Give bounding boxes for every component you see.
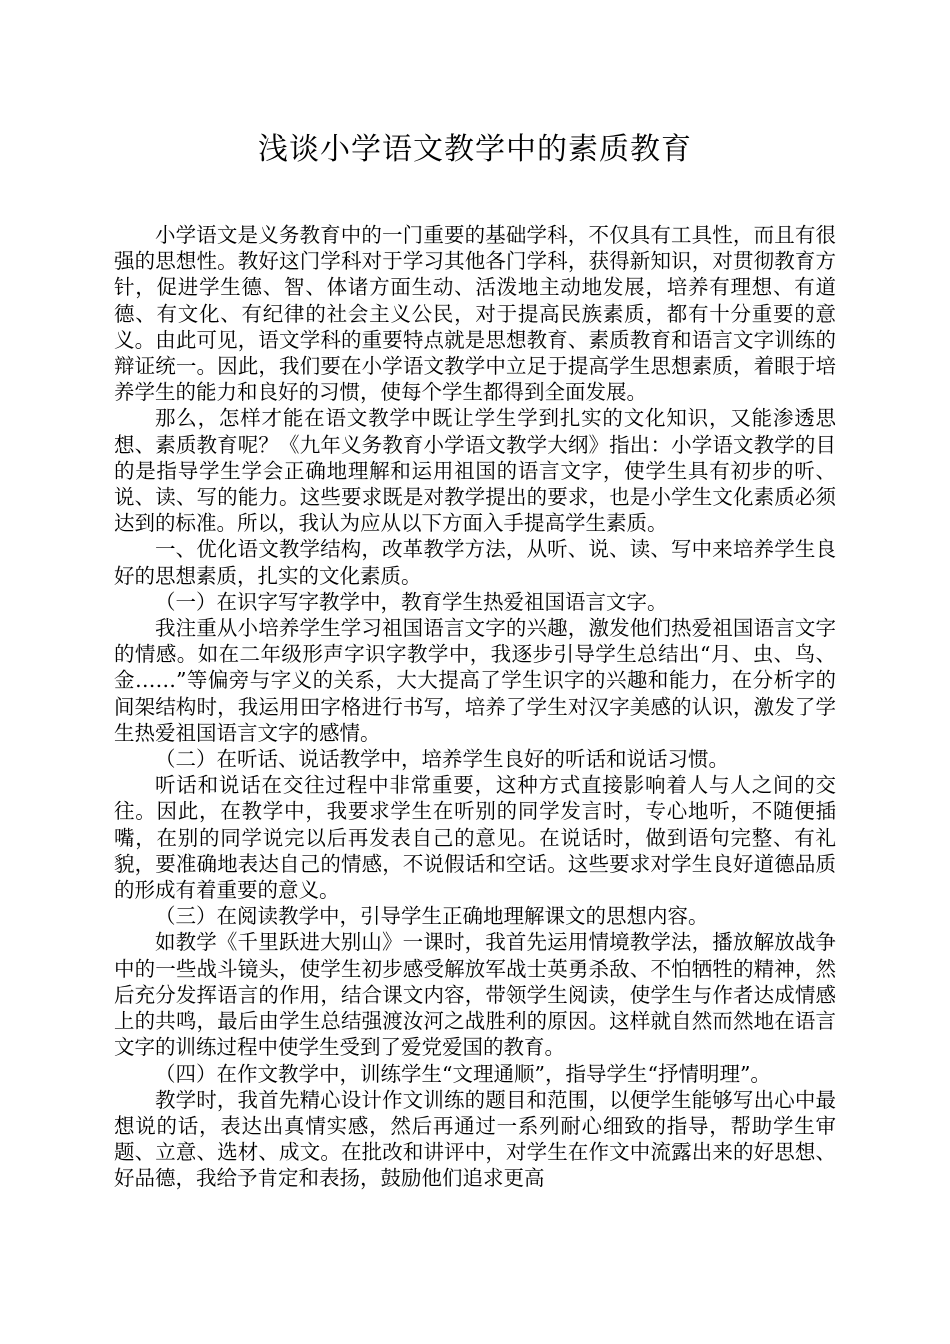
section-heading: 一、优化语文教学结构，改革教学方法，从听、说、读、写中来培养学生良好的思想素质，扎实的文化素质。 (114, 537, 836, 588)
paragraph: 那么，怎样才能在语文教学中既让学生学到扎实的文化知识，又能渗透思想、素质教育呢？《九年义务教育小学语文教学大纲》指出：小学语文教学的目的是指导学生学会正确地理解和运用祖国的语言文字，使学生具有初步的听、说、读、写的能力。这些要求既是对教学提出的要求，也是小学生文化素质必须达到的标准。所以，我认为应从以下方面入手提高学生素质。 (114, 406, 836, 536)
paragraph: 听话和说话在交往过程中非常重要，这种方式直接影响着人与人之间的交往。因此，在教学中，我要求学生在听别的同学发言时，专心地听，不随便插嘴，在别的同学说完以后再发表自己的意见。在说话时，做到语句完整、有礼貌，要准确地表达自己的情感，不说假话和空话。这些要求对学生良好道德品质的形成有着重要的意义。 (114, 773, 836, 903)
subsection-heading: （三）在阅读教学中，引导学生正确地理解课文的思想内容。 (155, 904, 709, 929)
subsection-heading: （二）在听话、说话教学中，培养学生良好的听话和说话习惯。 (155, 747, 729, 772)
document-title: 浅谈小学语文教学中的素质教育 (258, 132, 692, 167)
paragraph: 我注重从小培养学生学习祖国语言文字的兴趣，激发他们热爱祖国语言文字的情感。如在二年级形声字识字教学中，我逐步引导学生总结出“月、虫、鸟、金……”等偏旁与字义的关系，大大提高了学生识字的兴趣和能力，在分析字的间架结构时，我运用田字格进行书写，培养了学生对汉字美感的认识，激发了学生热爱祖国语言文字的感情。 (114, 616, 836, 745)
document-body (114, 222, 836, 1192)
subsection-heading: （一）在识字写字教学中，教育学生热爱祖国语言文字。 (155, 589, 668, 614)
paragraph: 小学语文是义务教育中的一门重要的基础学科，不仅具有工具性，而且有很强的思想性。教好这门学科对于学习其他各门学科，获得新知识，对贯彻教育方针，促进学生德、智、体诸方面生动、活泼地主动地发展，培养有理想、有道德、有文化、有纪律的社会主义公民，对于提高民族素质，都有十分重要的意义。由此可见，语文学科的重要特点就是思想教育、素质教育和语言文字训练的辩证统一。因此，我们要在小学语文教学中立足于提高学生思想素质，着眼于培养学生的能力和良好的习惯，使每个学生都得到全面发展。 (114, 223, 836, 405)
subsection-heading: （四）在作文教学中，训练学生“文理通顺”，指导学生“抒情明理”。 (155, 1061, 771, 1086)
paragraph: 如教学《千里跃进大别山》一课时，我首先运用情境教学法，播放解放战争中的一些战斗镜头，使学生初步感受解放军战士英勇杀敌、不怕牺牲的精神，然后充分发挥语言的作用，结合课文内容，带领学生阅读，使学生与作者达成情感上的共鸣，最后由学生总结强渡汝河之战胜利的原因。这样就自然而然地在语言文字的训练过程中使学生受到了爱党爱国的教育。 (114, 930, 836, 1060)
paragraph: 教学时，我首先精心设计作文训练的题目和范围，以便学生能够写出心中最想说的话，表达出真情实感，然后再通过一系列耐心细致的指导，帮助学生审题、立意、选材、成文。在批改和讲评中，对学生在作文中流露出来的好思想、好品德，我给予肯定和表扬，鼓励他们追求更高 (114, 1087, 836, 1191)
